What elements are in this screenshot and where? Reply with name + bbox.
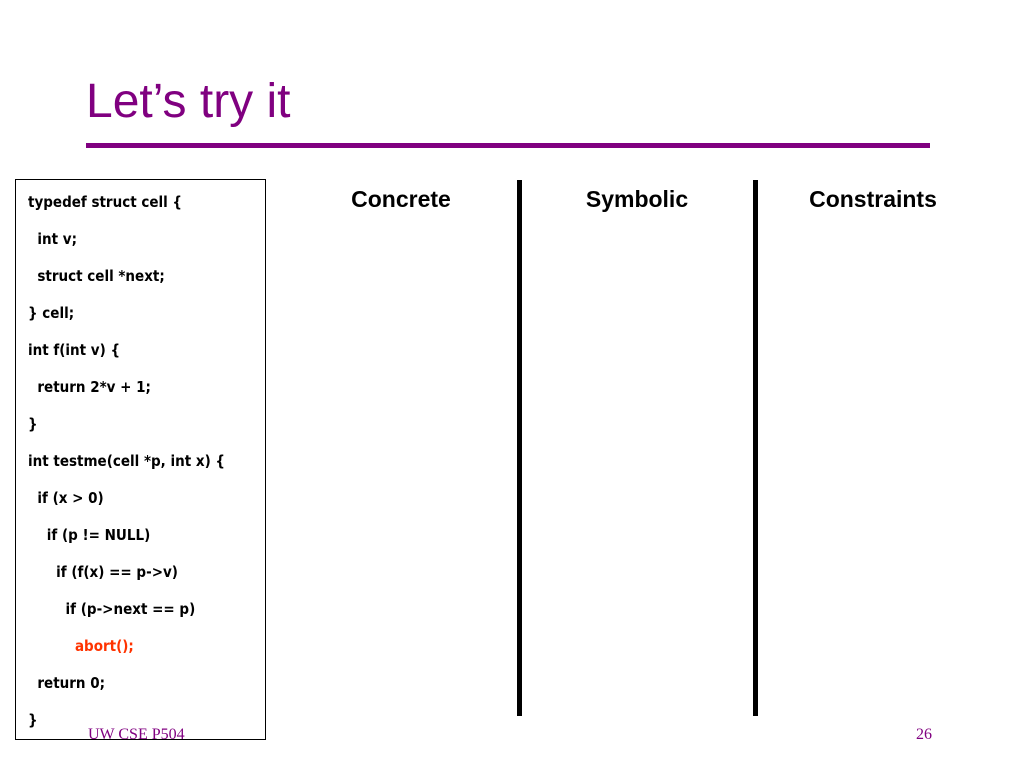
code-line: int testme(cell *p, int x) { [28,452,226,470]
column-divider [517,180,522,716]
code-line: typedef struct cell { [28,193,183,211]
column-header-concrete: Concrete [351,186,451,212]
code-line: struct cell *next; [28,267,165,285]
page-number: 26 [916,726,932,743]
code-listing-box [15,179,266,740]
column-divider [753,180,758,716]
code-line: } [28,711,38,729]
code-line: if (p->next == p) [28,600,196,618]
footer-course-label: UW CSE P504 [88,726,185,743]
code-line: if (x > 0) [28,489,104,507]
code-line: int v; [28,230,77,248]
code-line: return 2*v + 1; [28,378,151,396]
code-line: return 0; [28,674,106,692]
code-line: } [28,415,38,433]
code-line-highlighted: abort(); [28,637,134,655]
code-line: if (p != NULL) [28,526,151,544]
title-underline [86,143,930,148]
code-line: int f(int v) { [28,341,121,359]
column-header-symbolic: Symbolic [585,186,689,212]
code-line: } cell; [28,304,75,322]
column-header-constraints: Constraints [809,186,937,212]
slide-title: Let’s try it [86,75,291,128]
code-line: if (f(x) == p->v) [28,563,178,581]
